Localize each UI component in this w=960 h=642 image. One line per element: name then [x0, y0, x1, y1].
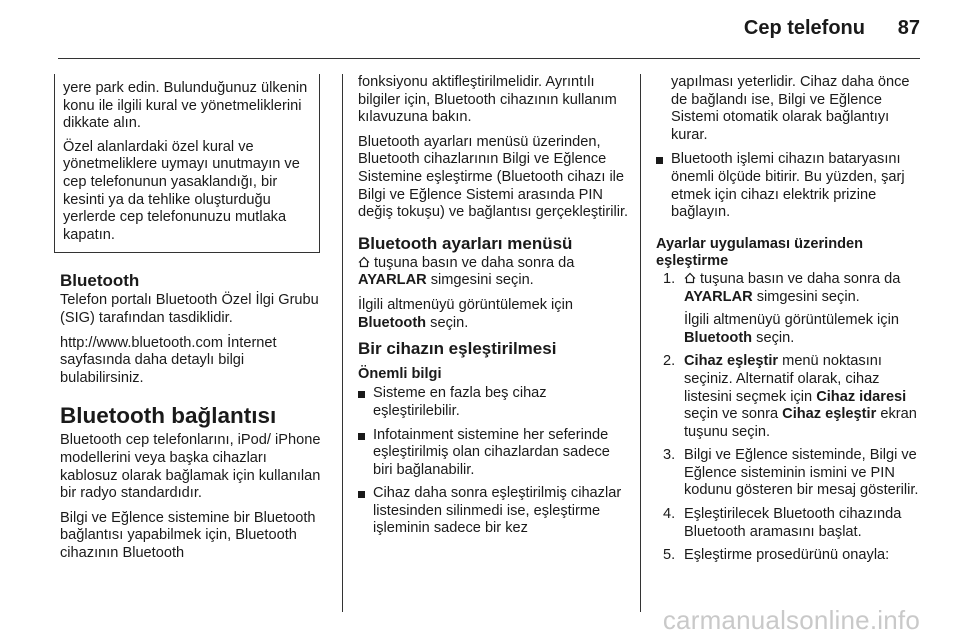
column-2	[358, 74, 630, 544]
settings-menu-para-1: tuşuna basın ve daha sonra da AYARLAR simgesini seçin.	[358, 254, 575, 289]
step-5: 5. Eşleştirme prosedürünü onayla:	[663, 547, 890, 564]
page-number: 87	[897, 17, 920, 39]
important-info-list	[358, 385, 630, 538]
step-3: 3. Bilgi ve Eğlence sisteminde, Bilgi ve Eğlence sisteminin ismini ve PIN kodunu gösteren bir mesaj gösterilir.	[663, 447, 919, 499]
connection-para-1: Bluetooth cep telefonlarını, iPod/ iPhone modellerini veya başka cihazları kablosuz olarak bağlamak için kullanılan bir radyo standardıdır.	[60, 432, 321, 502]
list-item: Cihaz daha sonra eşleştirilmiş cihazlar listesinden silinmedi ise, eşleştirme işleminin sadece bir kez	[358, 485, 630, 538]
pairing-heading: Bir cihazın eşleştirilmesi	[358, 339, 557, 359]
step-4: 4. Eşleştirilecek Bluetooth cihazında Bluetooth aramasını başlat.	[663, 506, 902, 540]
important-info-label: Önemli bilgi	[358, 365, 442, 382]
header-rule	[58, 58, 920, 59]
home-icon	[358, 256, 370, 268]
home-icon	[684, 272, 696, 284]
column-separator-1	[342, 74, 343, 612]
step-1: 1. tuşuna basın ve daha sonra da AYARLAR simgesini seçin. İlgili altmenüyü görüntülemek için Bluetooth seçin.	[663, 270, 901, 346]
warning-text-2: Özel alanlardaki özel kural ve yönetmeliklere uymayı unutmayın ve cep telefonunun yasaklandığı, bir kesinti ya da tehlike oluşturduğu yerlerde cep telefonunuzu mutlaka kapatın.	[63, 138, 300, 243]
col3-continuation: yapılması yeterlidir. Cihaz daha önce de bağlandı ise, Bilgi ve Eğlence Sistemi otomatik olarak bağlantıyı kurar.	[671, 74, 910, 143]
connection-para-2: Bilgi ve Eğlence sistemine bir Bluetooth bağlantısı yapabilmek için, Bluetooth cihazının Bluetooth	[60, 509, 316, 561]
battery-note-list	[656, 151, 926, 221]
page-header	[0, 0, 960, 50]
list-item: Infotainment sistemine her seferinde eşleştirilmiş olan cihazlardan sadece biri bağlanabilir.	[358, 427, 630, 480]
bluetooth-heading: Bluetooth	[60, 271, 140, 291]
watermark: carmanualsonline.info	[662, 605, 920, 635]
settings-menu-para-2: İlgili altmenüyü görüntülemek için Bluetooth seçin.	[358, 296, 573, 331]
warning-box	[54, 74, 320, 253]
col2-para-1: fonksiyonu aktifleştirilmelidir. Ayrıntılı bilgiler için, Bluetooth cihazının kullanım kılavuzuna bakın.	[358, 74, 617, 126]
warning-text-1: yere park edin. Bulunduğunuz ülkenin konu ile ilgili kural ve yönetmeliklerini dikkate alın.	[63, 80, 308, 132]
bluetooth-para-2: http://www.bluetooth.com İnternet sayfasında daha detaylı bilgi bulabilirsiniz.	[60, 334, 277, 386]
col2-para-2: Bluetooth ayarları menüsü üzerinden, Bluetooth cihazlarının Bilgi ve Eğlence Sistemine eşleştirme (Bluetooth cihazı ile Bilgi ve Eğlence Sistemi arasında PIN değiş tokuşu) ve bağlantısı gerçekleştirilir.	[358, 133, 629, 221]
column-separator-2	[640, 74, 641, 612]
column-3	[656, 74, 926, 571]
bluetooth-connection-heading: Bluetooth bağlantısı	[60, 403, 277, 429]
list-item: Bluetooth işlemi cihazın bataryasını önemli ölçüde bitirir. Bu yüzden, şarj etmek için cihazı elektrik prizine bağlayın.	[656, 151, 926, 221]
list-item: Sisteme en fazla beş cihaz eşleştirilebilir.	[358, 385, 630, 420]
page-title: Cep telefonu	[743, 17, 865, 39]
pairing-steps	[656, 271, 926, 565]
bluetooth-para-1: Telefon portalı Bluetooth Özel İlgi Grubu (SIG) tarafından tasdiklidir.	[60, 292, 319, 326]
column-1	[60, 74, 326, 569]
settings-menu-heading: Bluetooth ayarları menüsü	[358, 233, 573, 253]
step-2: 2. Cihaz eşleştir menü noktasını seçiniz. Alternatif olarak, cihaz listesini seçmek için Cihaz idaresi seçin ve sonra Cihaz eşleştir ekran tuşunu seçin.	[663, 353, 917, 440]
settings-app-pairing-heading: Ayarlar uygulaması üzerinden eşleştirme	[656, 235, 864, 270]
